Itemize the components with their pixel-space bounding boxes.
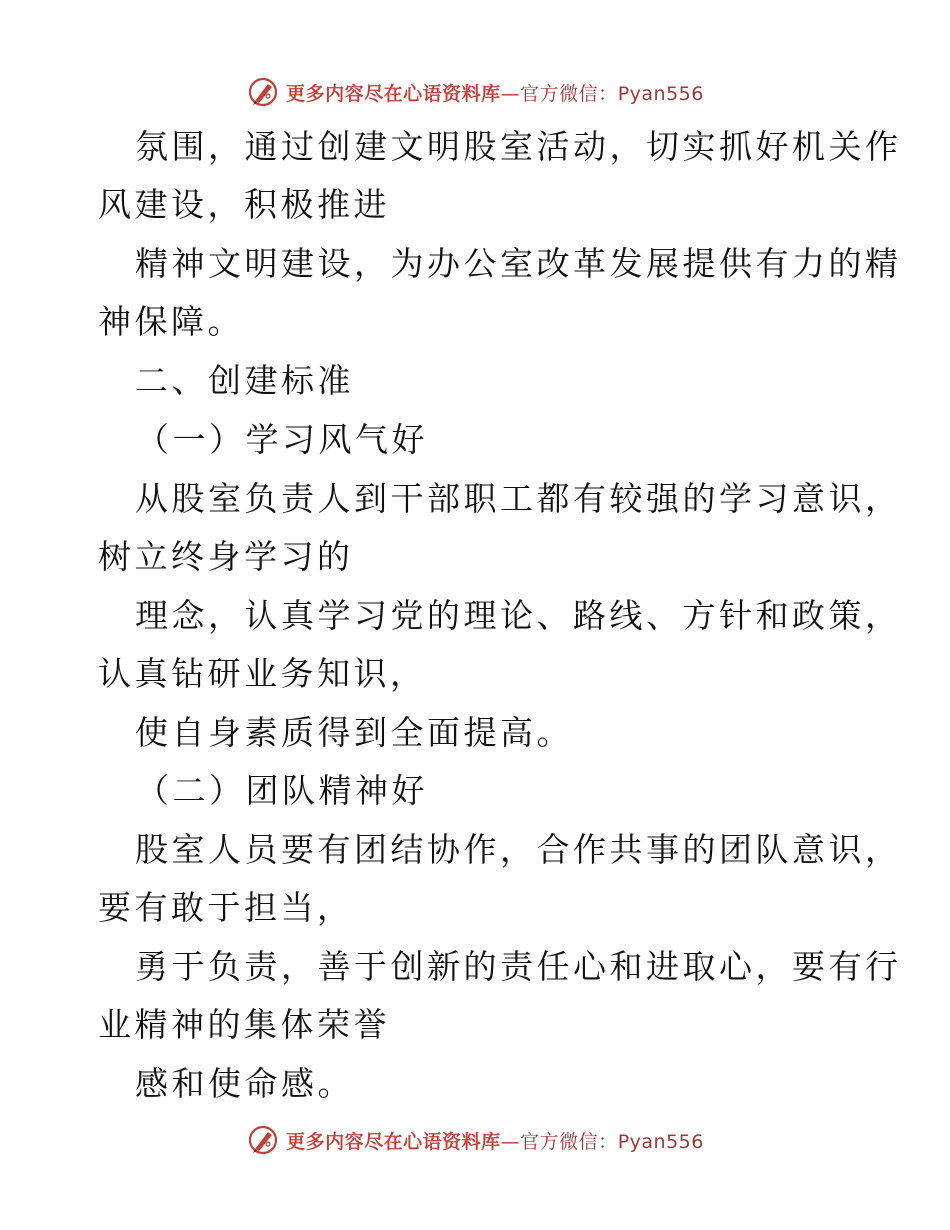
paragraph-line: 精神文明建设，为办公室改革发展提供有力的精 [135,244,902,283]
paragraph-line: 氛围，通过创建文明股室活动，切实抓好机关作 [135,127,902,166]
paragraph-line: 业精神的集体荣誉 [98,1005,390,1044]
watermark-sub: 官方微信： [520,1130,618,1153]
paragraph-line: 要有敢于担当， [98,888,354,927]
paragraph-line: 神保障。 [98,302,244,341]
paragraph-line: 从股室负责人到干部职工都有较强的学习意识， [135,479,902,518]
watermark-dash: — [500,1130,521,1153]
watermark-text [286,79,704,106]
paragraph-line: 理念，认真学习党的理论、路线、方针和政策， [135,596,902,635]
pen-logo-icon [246,1123,280,1157]
pen-logo-icon [246,75,280,109]
watermark-sub: 官方微信： [520,82,618,105]
paragraph-line: 勇于负责，善于创新的责任心和进取心，要有行 [135,947,902,986]
watermark-dash: — [500,82,521,105]
subsection-heading: （二）团队精神好 [136,771,428,810]
paragraph-line: 股室人员要有团结协作，合作共事的团队意识， [135,830,902,869]
watermark-wechat: Pyan556 [617,82,704,105]
watermark-wechat: Pyan556 [617,1130,704,1153]
header-watermark [0,72,950,112]
paragraph-line: 树立终身学习的 [98,537,354,576]
footer-watermark [0,1120,950,1160]
subsection-heading: （一）学习风气好 [136,420,428,459]
section-heading: 二、创建标准 [135,361,354,400]
paragraph-line: 认真钻研业务知识， [98,654,427,693]
watermark-text [286,1127,704,1154]
watermark-main: 更多内容尽在心语资料库 [286,82,501,105]
paragraph-line: 感和使命感。 [135,1064,354,1103]
watermark-main: 更多内容尽在心语资料库 [286,1130,501,1153]
paragraph-line: 使自身素质得到全面提高。 [135,713,573,752]
paragraph-line: 风建设，积极推进 [98,185,390,224]
